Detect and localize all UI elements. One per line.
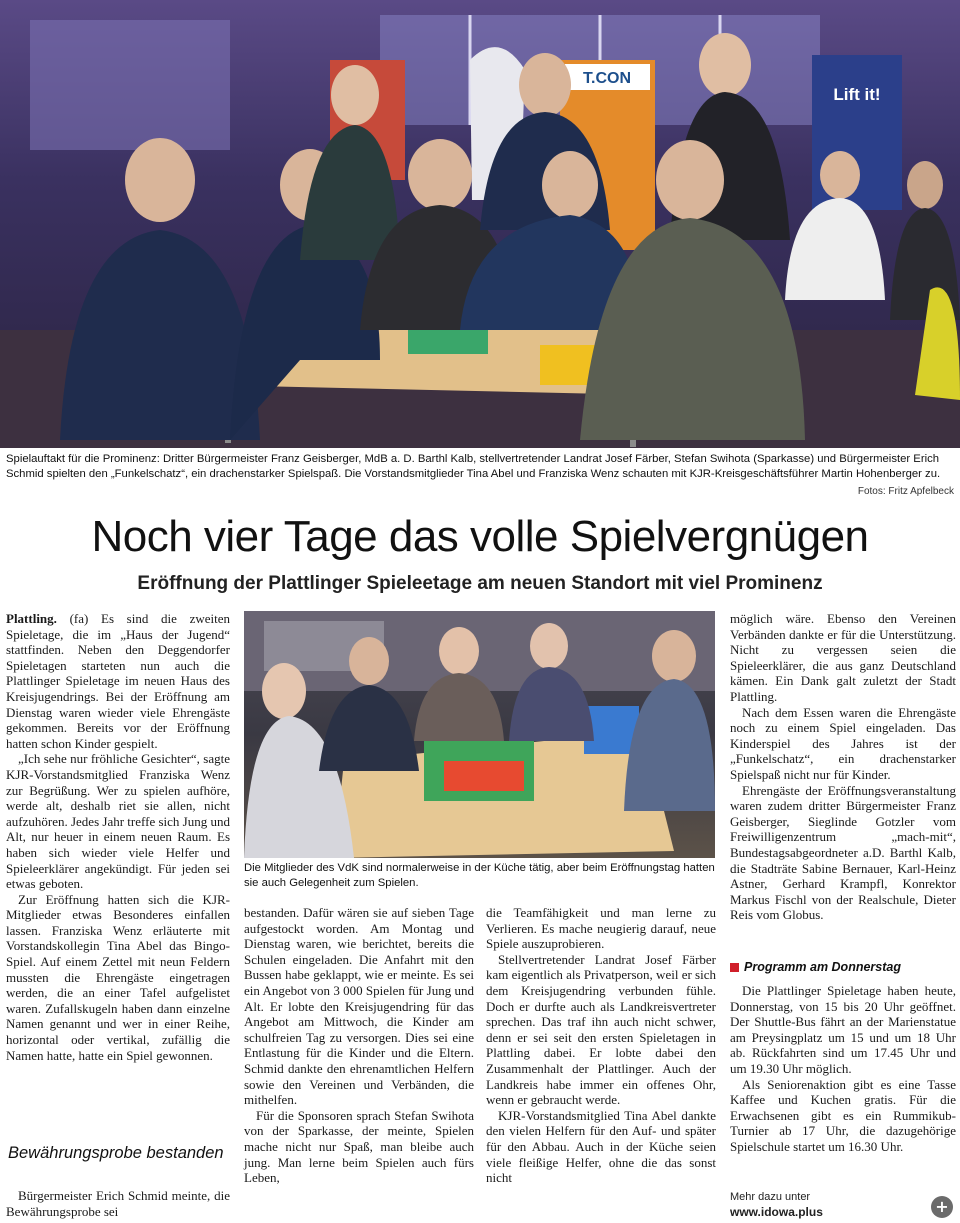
article-column-1	[6, 611, 230, 1063]
program-box-text	[730, 983, 956, 1155]
program-paragraph: Als Seniorenaktion gibt es eine Tasse Kaffee und Kuchen gratis. Für die Erwachsenen gibt es ein Rummikub-Turnier ab 17 Uhr, die dazugehörige Spielschule startet um 16.30 Uhr.	[730, 1076, 956, 1154]
program-box-title: Programm am Donnerstag	[744, 960, 901, 974]
top-photo-illustration	[0, 0, 960, 448]
article-paragraph: KJR-Vorstandsmitglied Tina Abel dankte den vielen Helfern für den Auf- und später für den Abbau. Auch in der Küche seien viele fleißige Helfer, ohne die das sonst nicht	[486, 1107, 716, 1186]
photo-credit: Fotos: Fritz Apfelbeck	[857, 486, 954, 497]
section-heading: Bewährungsprobe bestanden	[8, 1144, 224, 1162]
article-paragraph: „Ich sehe nur fröhliche Gesichter“, sagte KJR-Vorstandsmitglied Franziska Wenz zur Begrüßung. Wer zu spielen aufhöre, werde alt, deshalb riet sie allen, nicht aufzuhören. Jedes Jahr treffe sich Jung und Alt, nur heuer in einem neuen Raum. Es haben sich wieder viele Helfer und Spieleerklärer angekündigt. Für jeden sei etwas geboten.	[6, 751, 230, 892]
article-column-2	[244, 905, 474, 1186]
article-column-1-continued	[6, 1188, 230, 1219]
more-info	[730, 1190, 930, 1220]
article-subheadline: Eröffnung der Plattlinger Spieleetage am neuen Standort mit viel Prominenz	[137, 573, 823, 594]
article-paragraph: die Teamfähigkeit und man lerne zu Verlieren. Es mache neugierig darauf, neue Spiele auszuprobieren.	[486, 905, 716, 952]
more-label: Mehr dazu unter	[730, 1191, 811, 1203]
article-headline: Noch vier Tage das volle Spielvergnügen	[91, 512, 869, 561]
article-paragraph: Für die Sponsoren sprach Stefan Swihota von der Sparkasse, der meinte, Spielen mache nicht nur Spaß, man bleibe auch jung. Man lerne beim Spielen auch fürs Leben,	[244, 1107, 474, 1186]
article-paragraph: Zur Eröffnung hatten sich die KJR-Mitglieder etwas Besonderes einfallen lassen. Franziska Wenz erläuterte mit Vorstandskollegin Tina Abel das Bingo-Spiel. Auf einem Zettel mit neun Feldern mussten die Ehrengäste eingetragen werden, die an einer Tafel aufgelistet waren. Zufallskugeln haben dann einzelne Namen genannt und wer in einer Reihe, horizontal oder vertikal, zufällig die Namen hatte, hatte ein Spiel gewonnen.	[6, 891, 230, 1063]
top-photo-caption: Spielauftakt für die Prominenz: Dritter Bürgermeister Franz Geisberger, MdB a. D. Barthl Kalb, stellvertretender Landrat Josef Färber, Stefan Swihota (Sparkasse) und Bürgermeister Erich Schmid spielten den „Funkelschatz“, ein drachenstarker Spielspaß. Die Vorstandsmitglieder Tina Abel und Franziska Wenz schauten mit KJR-Kreisgeschäftsführer Martin Hohenberger zu.	[6, 453, 941, 480]
banner-tcon-text: T.CON	[583, 70, 631, 87]
program-box-heading	[730, 960, 956, 974]
article-paragraph: bestanden. Dafür wären sie auf sieben Tage aufgestockt worden. Am Montag und Dienstag waren, wie berichtet, bereits die Schulen eingeladen. Die Anfahrt mit den Bussen habe geklappt, wie er meinte. Es sei ein Angebot von 3 000 Spielen für Jung und Alt. Er lobte den Kreisjugendring für das Angebot am Mittwoch, die Kinder am schulfreien Tag zu versorgen. Dies sei eine Entlastung für die Kinder und die Eltern. Schmid dankte den ehrenamtlichen Helfern sowie den Vereinen und Verbänden, die mithelfen.	[244, 905, 474, 1108]
article-paragraph: Ehrengäste der Eröffnungsveranstaltung waren zudem dritter Bürgermeister Franz Geisberger, Sieglinde Gotzler vom Freiwilligenzentrum „mach-mit“, Bundestagsabgeordneter a.D. Barthl Kalb, die Stadträte Sabine Bernauer, Karl-Heinz Astner, Gerhard Krampfl, Konrektor Markus Fischl von der Realschule, Dieter Reis vom Globus.	[730, 782, 956, 923]
article-paragraph: Stellvertretender Landrat Josef Färber kam eigentlich als Privatperson, weil er sich dem Kreisjugendring verbunden fühle. Doch er durfte auch als Landkreisvertreter sprechen. Das traf ihn auch nicht schwer, denn er sei seit den ersten Spieletagen in Plattling dabei. Er lobte dabei den Zusammenhalt der Plattlinger. Auch der Landkreis habe immer ein offenes Ohr, wenn er gebraucht werde.	[486, 951, 716, 1108]
dateline: Plattling.	[6, 611, 57, 626]
article-paragraph	[6, 611, 230, 751]
mid-photo-caption: Die Mitglieder des VdK sind normalerweise in der Küche tätig, aber beim Eröffnungstag hatten sie auch Gelegenheit zum Spielen.	[244, 862, 715, 889]
article-column-3	[486, 905, 716, 1186]
mid-photo	[244, 611, 715, 858]
more-url-link[interactable]: www.idowa.plus	[730, 1205, 823, 1219]
article-column-4	[730, 611, 956, 923]
article-paragraph: Bürgermeister Erich Schmid meinte, die Bewährungsprobe sei	[6, 1188, 230, 1219]
top-photo	[0, 0, 960, 448]
article-paragraph: möglich wäre. Ebenso den Vereinen Verbänden dankte er für die Unterstützung. Nicht zu vergessen seien die Spieleerklärer, die aus ganz Deutschland kämen. Ein Dank galt zuletzt der Stadt Plattling.	[730, 611, 956, 704]
mid-photo-illustration	[244, 611, 715, 858]
plus-icon[interactable]: +	[931, 1196, 953, 1218]
banner-liftit-text: Lift it!	[833, 85, 881, 104]
lead-text: (fa) Es sind die zweiten Spieletage, die im „Haus der Jugend“ stattfinden. Neben den Deggendorfer Spieletagen starteten nun auch die Plattlinger Spieletage im neuen Haus des Kreisjugendrings. Bei der Eröffnung am Dienstag waren wieder viele Ehrengäste gekommen. Bereits vor der Eröffnung hatten schon Kinder gespielt.	[6, 611, 230, 751]
program-paragraph: Die Plattlinger Spieletage haben heute, Donnerstag, von 15 bis 20 Uhr geöffnet. Der Shuttle-Bus fährt an der Marienstatue am Preysingplatz um 15 und um 18 Uhr ab. Rückfahrten sind um 17.45 Uhr und um 19.30 Uhr möglich.	[730, 983, 956, 1076]
article-paragraph: Nach dem Essen waren die Ehrengäste noch zu einem Spiel eingeladen. Das Kinderspiel des Jahres ist der „Funkelschatz“, ein drachenstarker Spielspaß nicht nur für Kinder.	[730, 704, 956, 782]
red-square-icon	[730, 963, 739, 972]
